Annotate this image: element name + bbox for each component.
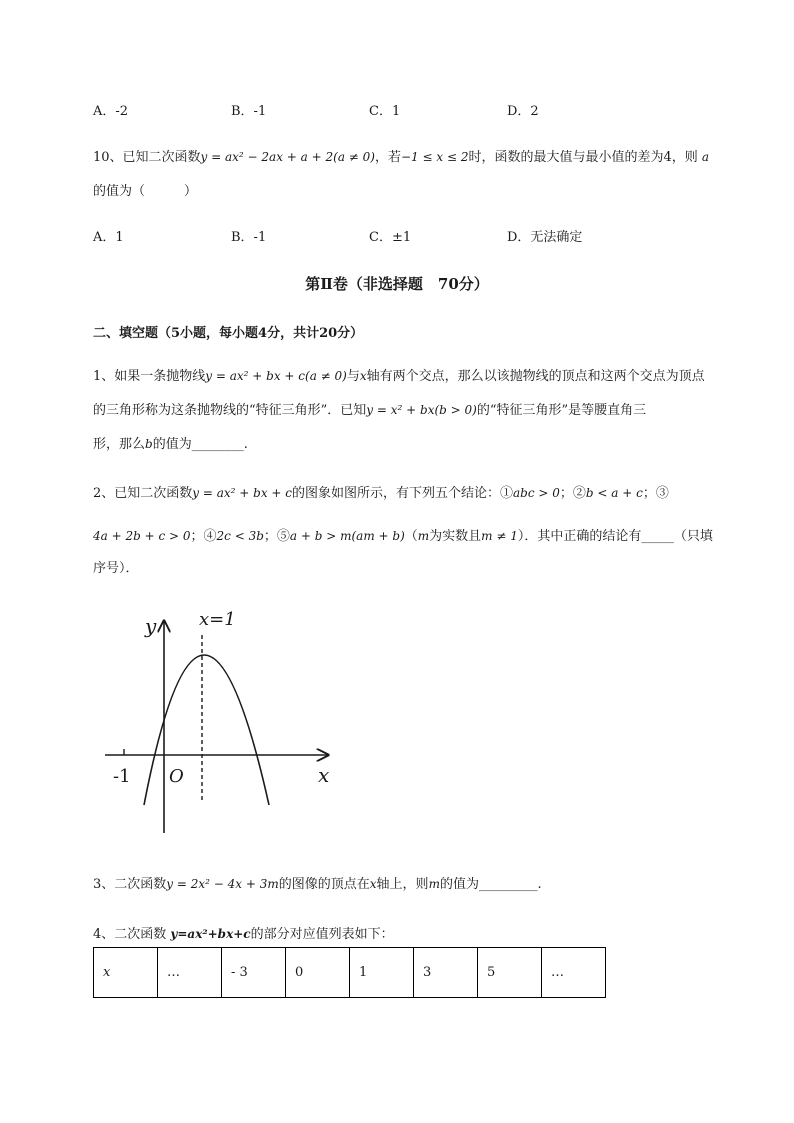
f2-line2: 4a + 2b + c > 0；④2c < 3b；⑤a + b > m(am + b)（m为实数且m ≠ 1）．其中正确的结论有_____（只填 xyxy=(93,529,713,544)
table-cell: … xyxy=(158,948,222,998)
neg-one-label: -1 xyxy=(113,766,131,787)
q10-stem: 10、已知二次函数y = ax² − 2ax + a + 2(a ≠ 0)，若−1 ≤ x ≤ 2时，函数的最大值与最小值的差为4，则 a xyxy=(93,150,710,165)
f3-line: 3、二次函数y = 2x² − 4x + 3m的图像的顶点在x轴上，则m的值为_________. xyxy=(93,877,542,892)
q10-option-a: A．1 xyxy=(93,230,124,245)
f1-line2: 的三角形称为这条抛物线的“特征三角形”．已知y = x² + bx(b > 0)的“特征三角形”是等腰直角三 xyxy=(93,403,647,418)
q10-options xyxy=(93,226,653,245)
parabola-curve xyxy=(144,655,269,805)
q9-options xyxy=(93,100,653,119)
q10-option-b: B．-1 xyxy=(231,230,267,245)
f1-line3: 形，那么b的值为________. xyxy=(93,437,248,452)
q9-option-b: B．-1 xyxy=(231,104,267,119)
f2-line1: 2、已知二次函数y = ax² + bx + c的图象如图所示，有下列五个结论：①abc > 0；②b < a + c；③ xyxy=(93,486,669,501)
section-heading: 二、填空题（5小题，每小题4分，共计20分） xyxy=(93,326,364,341)
table-row xyxy=(94,948,606,998)
table-cell: 0 xyxy=(286,948,350,998)
q10-range: −1 ≤ x ≤ 2 xyxy=(401,150,469,164)
origin-label: O xyxy=(169,766,184,787)
table-cell: - 3 xyxy=(222,948,286,998)
q9-option-c: C．1 xyxy=(369,104,401,119)
f4-line: 4、二次函数 y=ax²+bx+c的部分对应值列表如下： xyxy=(93,927,394,942)
q10-stem-line2: 的值为（ ） xyxy=(93,184,198,199)
section-title: 第Ⅱ卷（非选择题 70分） xyxy=(305,275,489,293)
q10-formula: y = ax² − 2ax + a + 2(a ≠ 0) xyxy=(200,150,375,164)
table-cell: 3 xyxy=(414,948,478,998)
table-cell: … xyxy=(542,948,606,998)
value-table xyxy=(93,947,606,998)
q9-option-d: D．2 xyxy=(507,104,539,119)
table-cell: x xyxy=(94,948,158,998)
q10-option-c: C．±1 xyxy=(369,230,412,245)
parabola-graph xyxy=(95,605,345,845)
symmetry-line-label: x=1 xyxy=(199,609,236,630)
q10-option-d: D．无法确定 xyxy=(507,230,583,245)
table-cell: 1 xyxy=(350,948,414,998)
f1-line1: 1、如果一条抛物线y = ax² + bx + c(a ≠ 0)与x轴有两个交点，那么以该抛物线的顶点和这两个交点为顶点 xyxy=(93,369,705,384)
y-axis-label: y xyxy=(145,614,157,638)
q9-option-a: A．-2 xyxy=(93,104,129,119)
x-axis-label: x xyxy=(318,763,330,787)
table-cell: 5 xyxy=(478,948,542,998)
f2-line3: 序号）． xyxy=(93,561,139,576)
